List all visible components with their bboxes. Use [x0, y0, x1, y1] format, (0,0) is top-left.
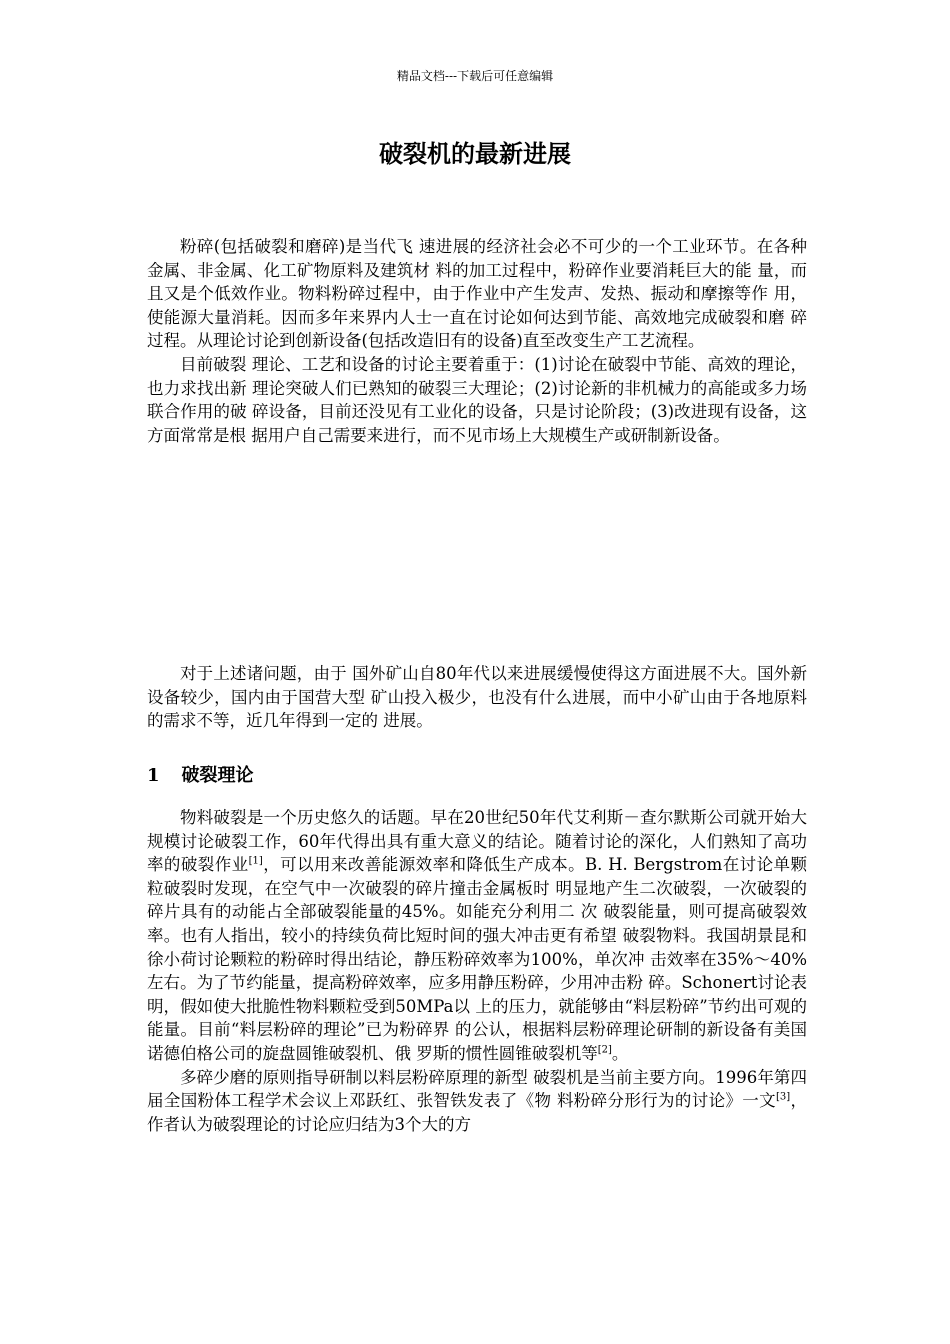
para-text: 物料破裂是一个历史悠久的话题。早在20世纪50年代艾利斯－查尔默斯公司就开始大规模讨论破裂工作，60年代得出具有重大意义的结论。随着讨论的深化，人们熟知了高功率的破裂作业: [147, 808, 807, 875]
intro-paragraph-2: 目前破裂 理论、工艺和设备的讨论主要着重于：(1)讨论在破裂中节能、高效的理论，也力求找出新 理论突破人们已熟知的破裂三大理论；(2)讨论新的非机械力的高能或多力场联合作用的破 碎设备，目前还没见有工业化的设备，只是讨论阶段；(3)改进现有设备，这方面常常是根 据用户自己需要来进行，而不见市场上大规模生产或研制新设备。: [147, 354, 807, 445]
section-1-body: [147, 806, 807, 1136]
citation-ref-2: [2]: [597, 1044, 612, 1056]
para-text: 多碎少磨的原则指导研制以料层粉碎原理的新型 破裂机是当前主要方向。1996年第四届全国粉体工程学术会议上邓跃红、张智铁发表了《物 料粉碎分形行为的讨论》一文: [147, 1067, 807, 1111]
section-1-heading: [147, 761, 254, 787]
intro-paragraph-1: 粉碎(包括破裂和磨碎)是当代飞 速进展的经济社会必不可少的一个工业环节。在各种金属、非金属、化工矿物原料及建筑材 料的加工过程中，粉碎作业要消耗巨大的能 量，而且又是个低效作业。物料粉碎过程中，由于作业中产生发声、发热、振动和摩擦等作 用，使能源大量消耗。因而多年来界内人士一直在讨论如何达到节能、高效地完成破裂和磨 碎过程。从理论讨论到创新设备(包括改造旧有的设备)直至改变生产工艺流程。: [147, 237, 807, 351]
middle-section: [147, 662, 807, 733]
intro-section: [147, 235, 807, 447]
para-text: 。: [611, 1043, 629, 1063]
page-header: 精品文档---下载后可任意编辑: [396, 69, 554, 83]
citation-ref-3: [3]: [775, 1091, 791, 1103]
page-title: 破裂机的最新进展: [379, 139, 571, 168]
section-1-paragraph-1: [147, 806, 807, 1066]
para-text: ，作者认为破裂理论的讨论应归结为3个大的方: [147, 1091, 808, 1134]
section-1-title: 破裂理论: [181, 765, 254, 786]
para-text: ，可以用来改善能源效率和降低生产成本。B. H. Bergstrom在讨论单颗粒破裂时发现，在空气中一次破裂的碎片撞击金属板时 明显地产生二次破裂，一次破裂的碎片具有的动能占全部破裂能量的45%。如能充分利用二 次 破裂能量，则可提高破裂效率。也有人指出，较小的持续负荷比短时间的强大冲击更有希望 破裂物料。我国胡景昆和徐小荷讨论颗粒的粉碎时得出结论，静压粉碎效率为100%，单次冲 击效率在35%～40%左右。为了节约能量，提高粉碎效率，应多用静压粉碎，少用冲击粉 碎。Schonert讨论表明，假如使大批脆性物料颗粒受到50MPa以 上的压力，就能够由“料层粉碎”节约出可观的能量。目前“料层粉碎的理论”已为粉碎界 的公认，根据料层粉碎理论研制的新设备有美国诺德伯格公司的旋盘圆锥破裂机、俄 罗斯的惯性圆锥破裂机等: [147, 855, 807, 1063]
section-1-paragraph-2: [147, 1066, 807, 1137]
citation-ref-1: [1]: [248, 855, 263, 867]
section-1-number: 1: [147, 765, 160, 786]
middle-paragraph: 对于上述诸问题，由于 国外矿山自80年代以来进展缓慢使得这方面进展不大。国外新设备较少，国内由于国营大型 矿山投入极少，也没有什么进展，而中小矿山由于各地原料的需求不等，近几年得到一定的 进展。: [147, 664, 807, 731]
